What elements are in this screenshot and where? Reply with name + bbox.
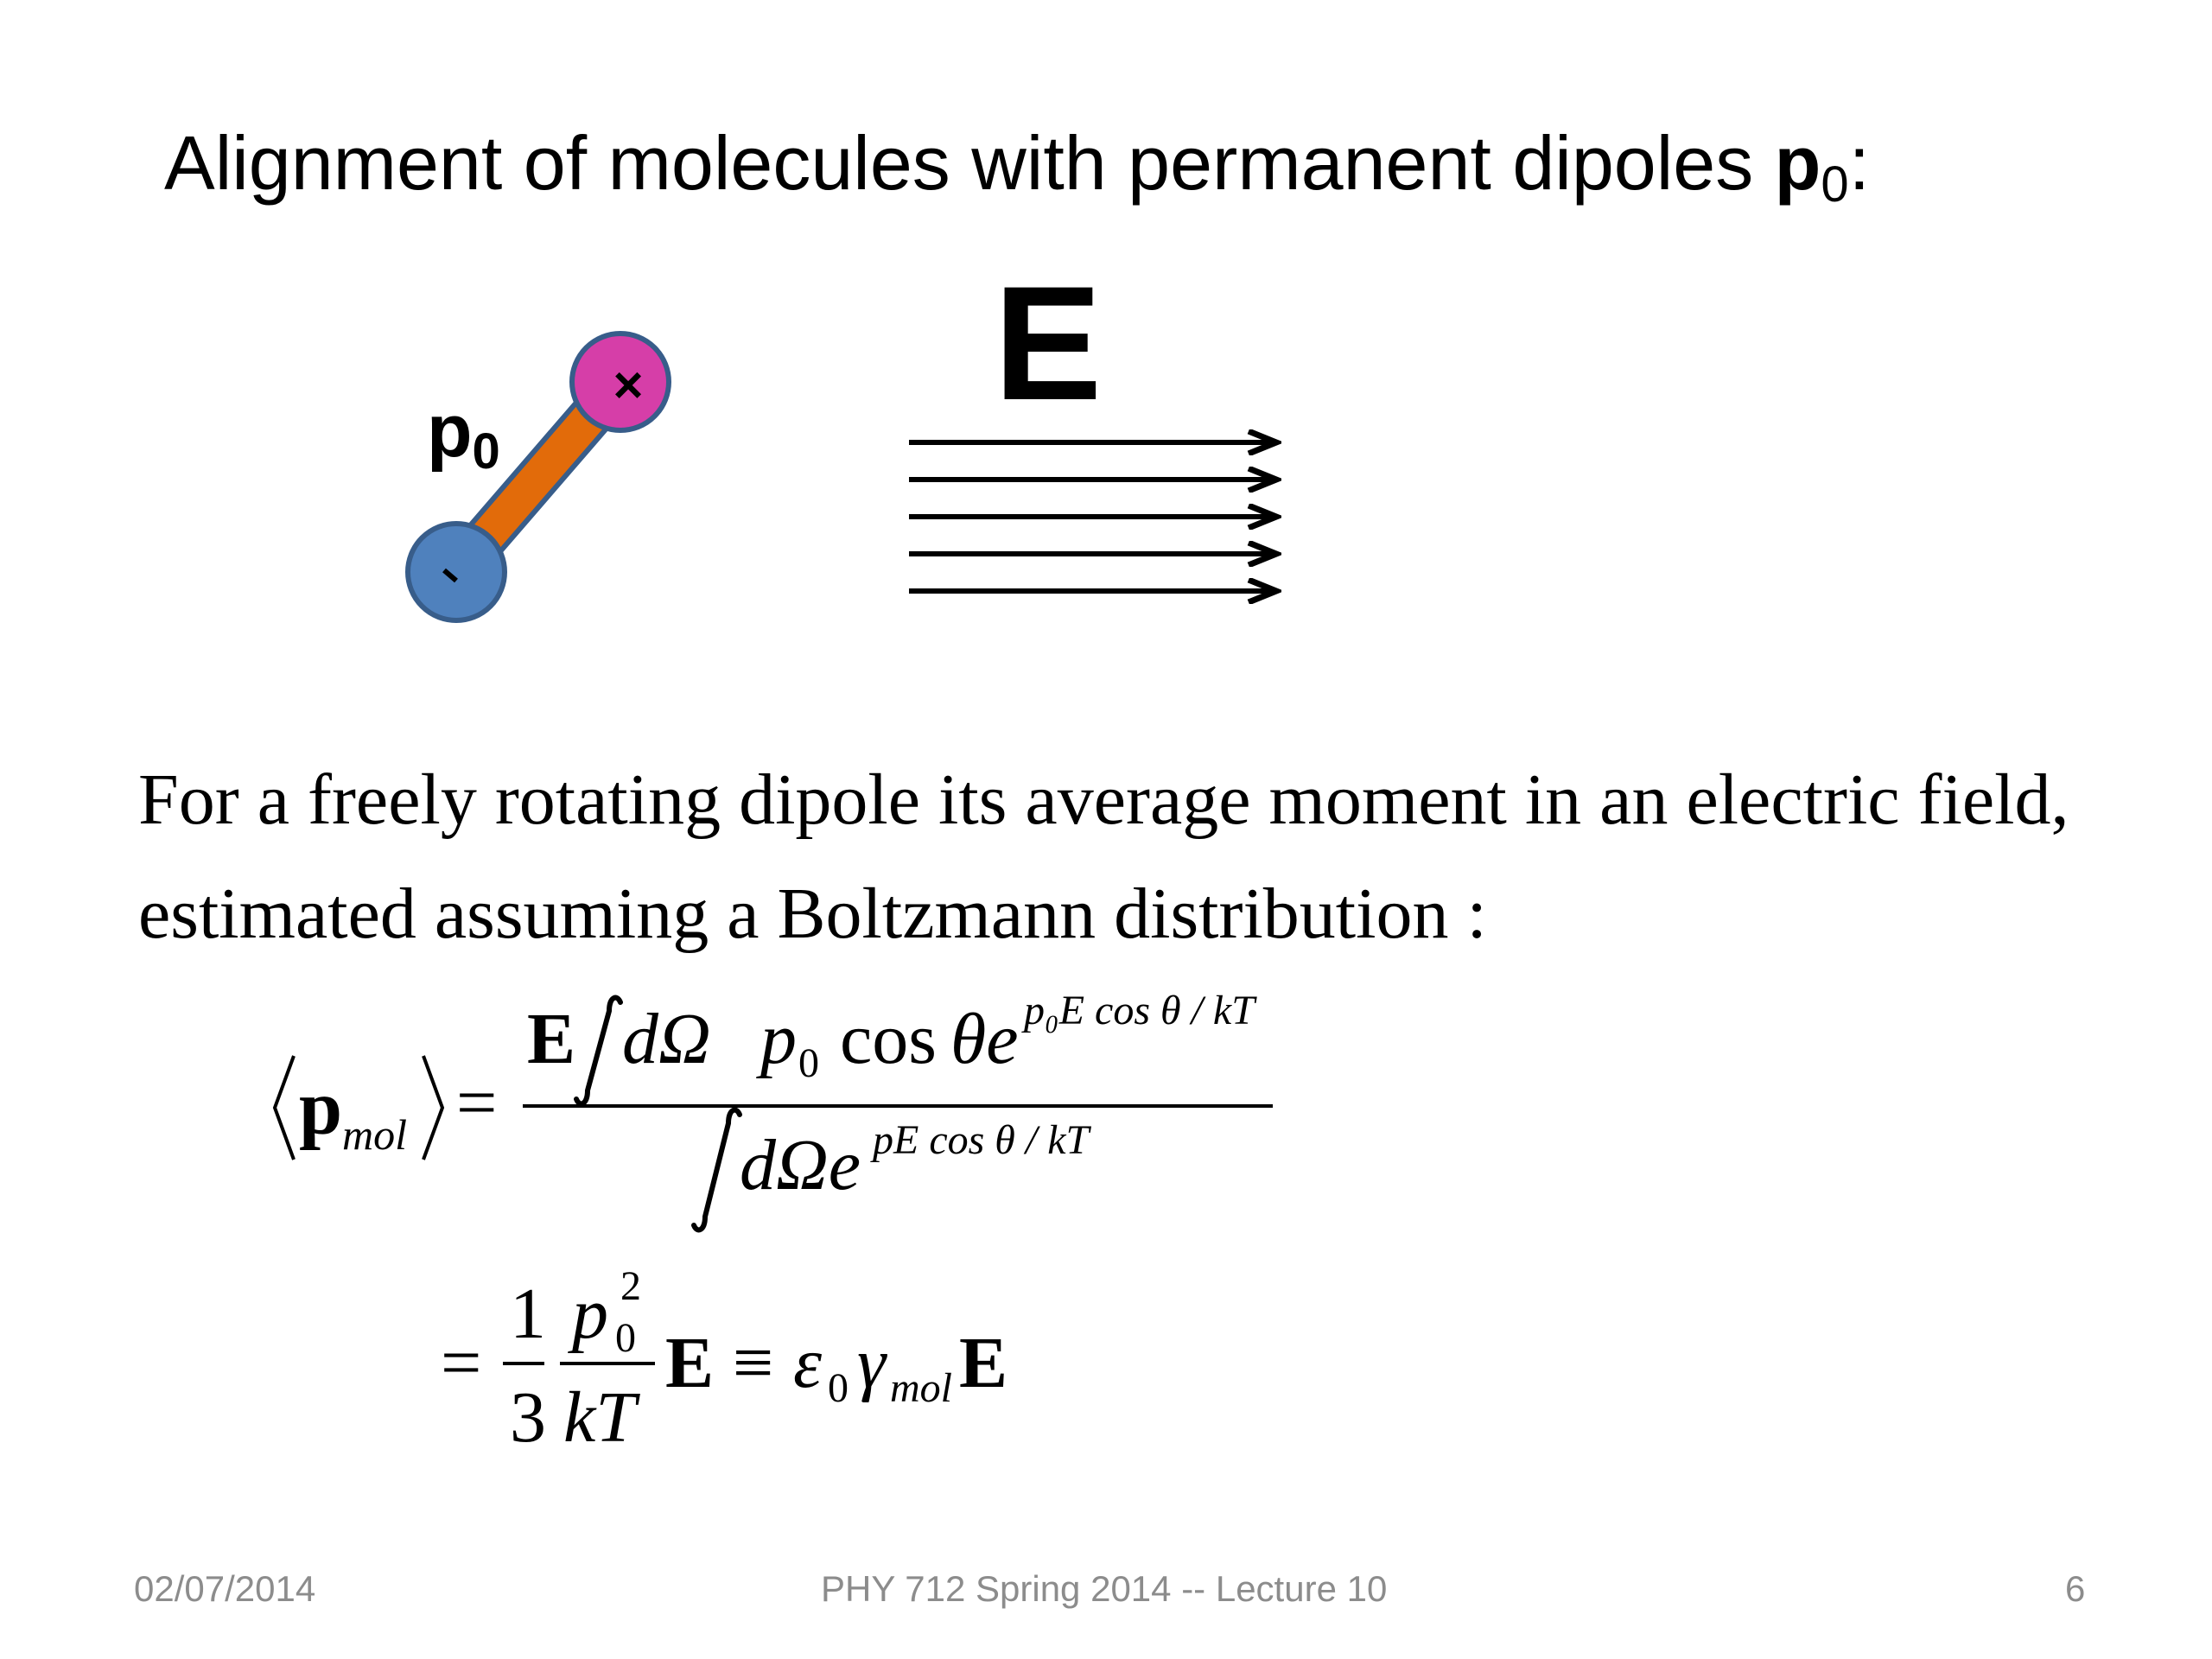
- numerator-E: E: [527, 999, 576, 1079]
- epsilon: ε: [793, 1323, 823, 1403]
- title-text: Alignment of molecules with permanent dipoles: [164, 120, 1775, 206]
- integral-sign: [576, 998, 620, 1104]
- field-label: E: [994, 252, 1103, 434]
- footer-course: PHY 712 Spring 2014 -- Lecture 10: [821, 1568, 1388, 1609]
- left-angle-bracket: [275, 1056, 294, 1160]
- equals-sign: =: [441, 1323, 482, 1403]
- denominator-kT: kT: [563, 1377, 636, 1458]
- epsilon-sub: 0: [828, 1365, 849, 1411]
- field-E: E: [959, 1323, 1008, 1403]
- footer-date: 02/07/2014: [134, 1568, 316, 1609]
- gamma: γ: [857, 1323, 887, 1403]
- fraction-one: 1: [510, 1274, 546, 1354]
- numerator-p-sub: 0: [798, 1040, 819, 1086]
- gamma-sub: mol: [890, 1365, 952, 1411]
- lhs-sub: mol: [342, 1110, 407, 1159]
- numerator-exponent: p₀E cos θ / kT: [1024, 988, 1255, 1033]
- footer-page-number: 6: [2065, 1568, 2086, 1609]
- equation-line-1: [275, 988, 1273, 1230]
- positive-sign: ×: [613, 356, 644, 414]
- numerator-dOmega: dΩ: [622, 999, 711, 1079]
- integral-sign: [694, 1110, 740, 1230]
- numerator-p: p: [572, 1274, 608, 1354]
- title-suffix: :: [1848, 120, 1871, 206]
- equation-line-2: [441, 1263, 1007, 1458]
- title-subscript: 0: [1821, 156, 1849, 213]
- body-line: estimated assuming a Boltzmann distribution :: [138, 874, 1487, 954]
- body-line: For a freely rotating dipole its average moment in an electric field,: [138, 760, 2069, 840]
- lhs-p: p: [299, 1065, 343, 1151]
- equals-sign: =: [456, 1063, 498, 1143]
- numerator-cos: cos: [840, 999, 937, 1079]
- fraction-three: 3: [510, 1377, 546, 1458]
- denominator-dOmega-e: dΩe: [740, 1125, 861, 1205]
- numerator-p-sup: 2: [620, 1263, 641, 1309]
- field-E: E: [665, 1323, 715, 1403]
- title-symbol: p: [1774, 120, 1821, 206]
- numerator-p: p: [760, 999, 797, 1079]
- equivalence-sign: ≡: [733, 1323, 774, 1403]
- numerator-theta-e: θe: [950, 999, 1019, 1079]
- numerator-p-sub: 0: [615, 1315, 636, 1361]
- right-angle-bracket: [423, 1056, 442, 1160]
- denominator-exponent: pE cos θ / kT: [873, 1117, 1090, 1163]
- dipole-label: p0: [427, 390, 500, 480]
